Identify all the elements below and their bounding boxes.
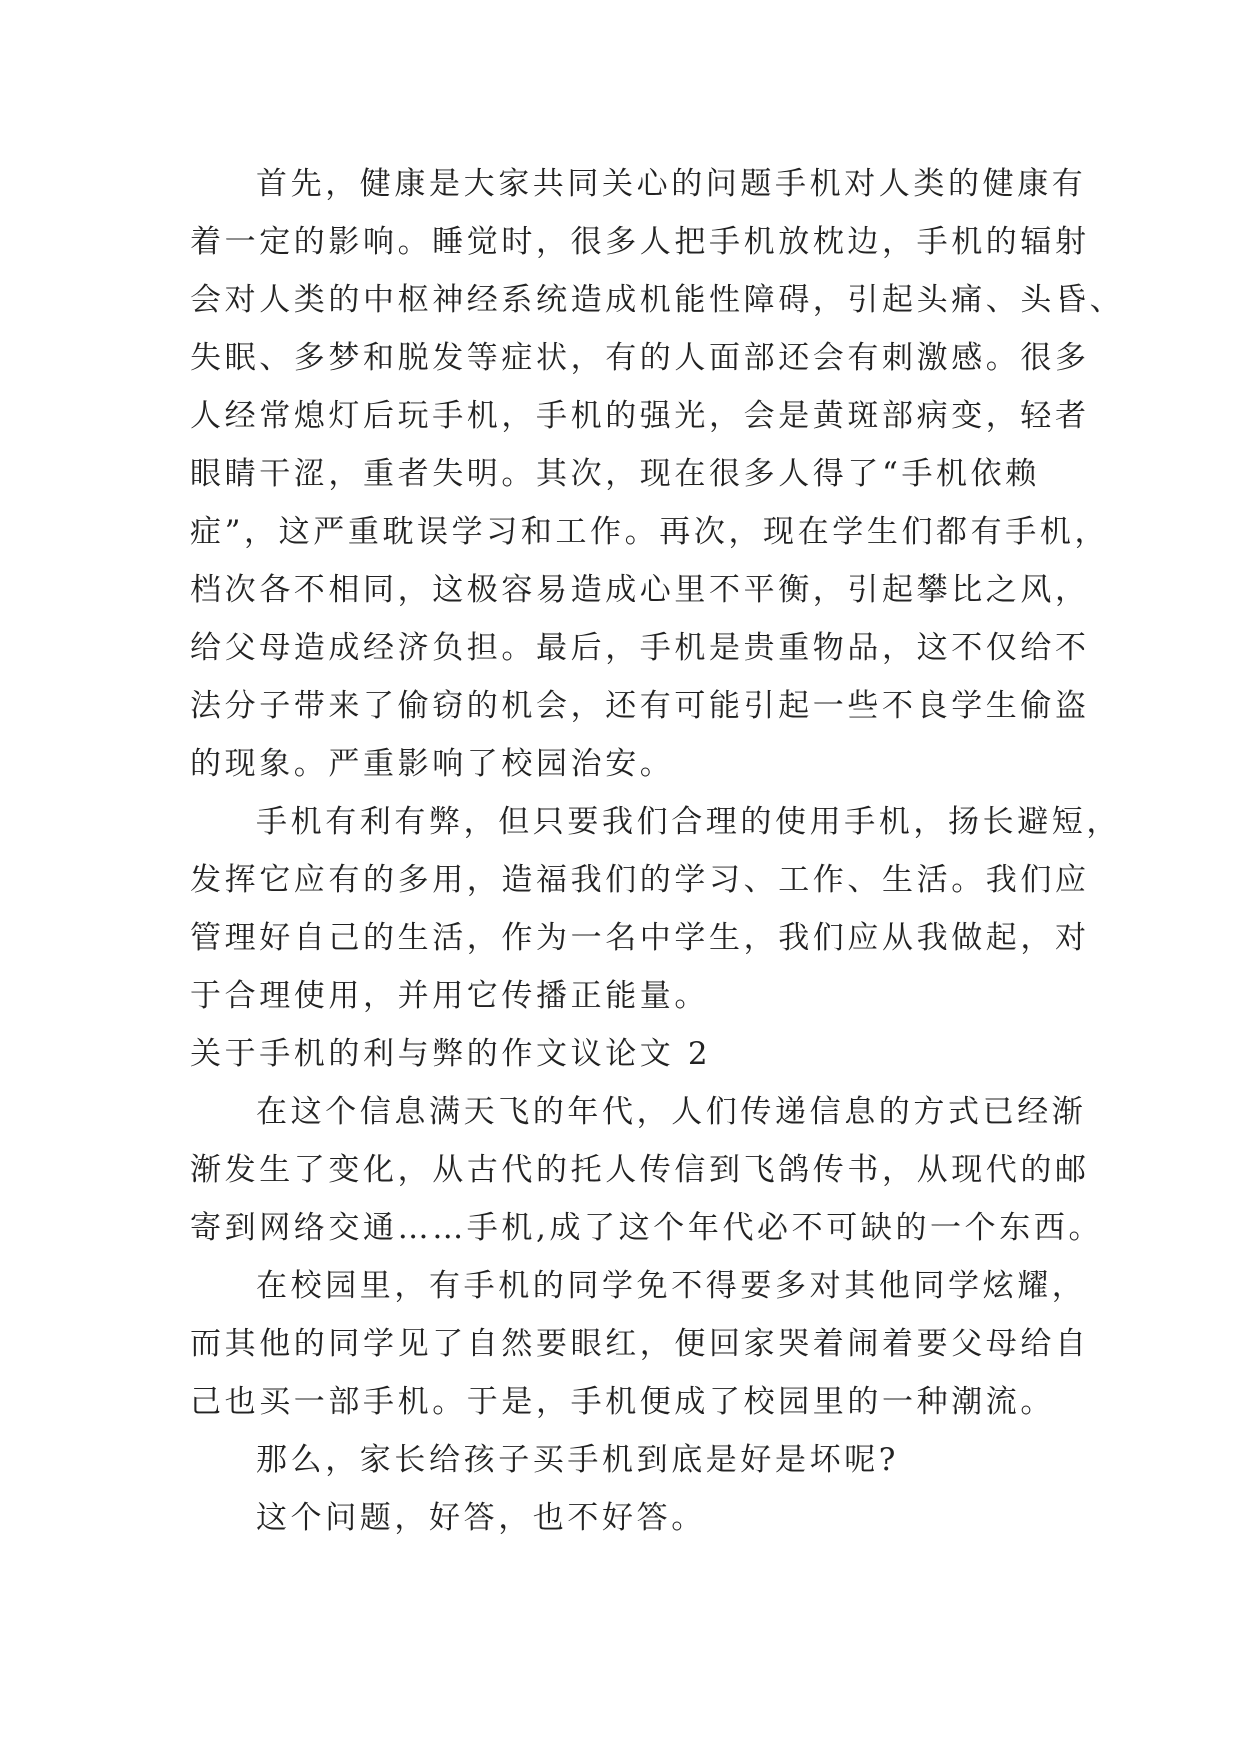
paragraph-1-line-1: 首先，健康是大家共同关心的问题手机对人类的健康有 [256,166,1087,202]
paragraph-2-line-1: 手机有利有弊，但只要我们合理的使用手机，扬长避短， [256,804,1121,840]
paragraph-6-line-1: 这个问题，好答，也不好答。 [256,1500,706,1536]
document-page [190,155,1125,1547]
paragraph-1-line-7: 症”，这严重耽误学习和工作。再次，现在学生们都有手机， [190,514,1110,550]
section-heading: 关于手机的利与弊的作文议论文 2 [190,1036,712,1072]
paragraph-2-line-4: 于合理使用，并用它传播正能量。 [190,978,709,1014]
paragraph-1-line-9: 给父母造成经济负担。最后，手机是贵重物品，这不仅给不 [190,630,1090,666]
paragraph-4-line-1: 在校园里，有手机的同学免不得要多对其他同学炫耀， [256,1268,1087,1304]
paragraph-2-line-2: 发挥它应有的多用，造福我们的学习、工作、生活。我们应 [190,862,1090,898]
paragraph-1-line-4: 失眠、多梦和脱发等症状，有的人面部还会有刺激感。很多 [190,340,1090,376]
paragraph-5-line-1: 那么，家长给孩子买手机到底是好是坏呢? [256,1442,900,1478]
paragraph-2-line-3: 管理好自己的生活，作为一名中学生，我们应从我做起，对 [190,920,1090,956]
paragraph-1-line-5: 人经常熄灯后玩手机，手机的强光，会是黄斑部病变，轻者 [190,398,1090,434]
paragraph-3-line-1: 在这个信息满天飞的年代，人们传递信息的方式已经渐 [256,1094,1087,1130]
paragraph-3-line-3: 寄到网络交通……手机,成了这个年代必不可缺的一个东西。 [190,1210,1104,1246]
paragraph-1-line-3: 会对人类的中枢神经系统造成机能性障碍，引起头痛、头昏、 [190,282,1125,318]
paragraph-1-line-8: 档次各不相同，这极容易造成心里不平衡，引起攀比之风， [190,572,1090,608]
paragraph-1-line-11: 的现象。严重影响了校园治安。 [190,746,675,782]
paragraph-1-line-6: 眼睛干涩，重者失明。其次，现在很多人得了“手机依赖 [190,456,1040,492]
paragraph-4-line-3: 己也买一部手机。于是，手机便成了校园里的一种潮流。 [190,1384,1055,1420]
paragraph-1-line-10: 法分子带来了偷窃的机会，还有可能引起一些不良学生偷盗 [190,688,1090,724]
paragraph-1-line-2: 着一定的影响。睡觉时，很多人把手机放枕边，手机的辐射 [190,224,1090,260]
paragraph-4-line-2: 而其他的同学见了自然要眼红，便回家哭着闹着要父母给自 [190,1326,1090,1362]
paragraph-3-line-2: 渐发生了变化，从古代的托人传信到飞鸽传书，从现代的邮 [190,1152,1090,1188]
